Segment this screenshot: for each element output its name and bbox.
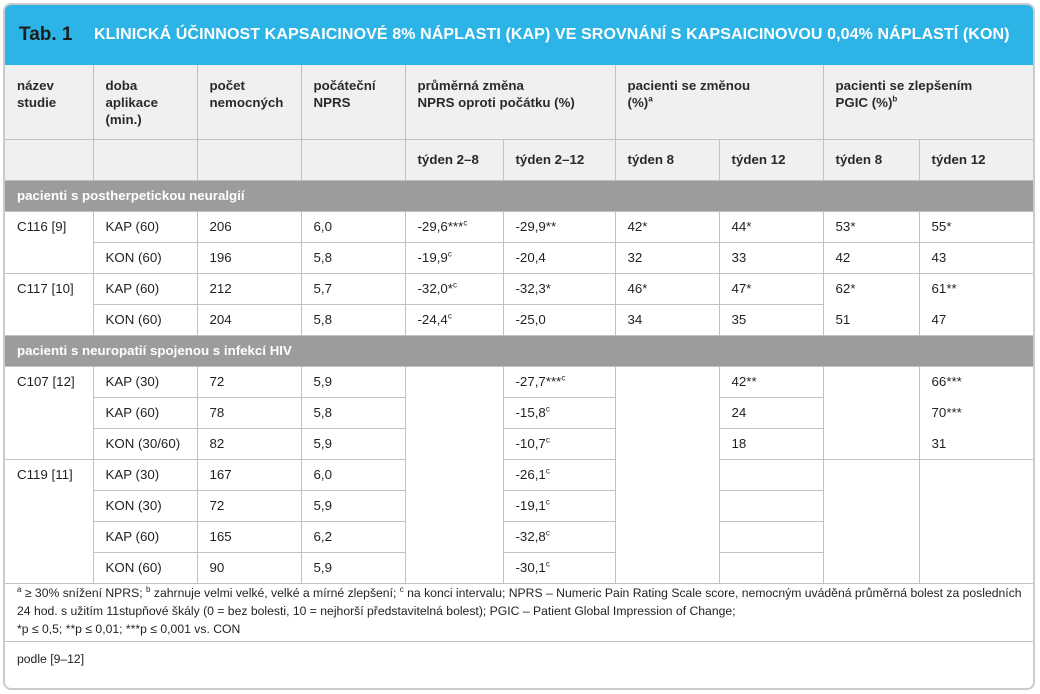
pgic-week-8-cell <box>823 366 919 397</box>
footnotes: $^a$ ≥ 30% snížení NPRS; $^b$ zahrnuje velmi velké, velké a mírné zlepšení; $^c$ na konci intervalu; NPRS – Numeric Pain Rating Scale score, nemocným uváděná průměrná bolest za posledních 24 hod. s užitím 11stupňové škály (0 = bez bolesti, 10 = nejhorší představitelná bolest); PGIC – Patient Global Impression of Change; *p ≤ 0,5; **p ≤ 0,01; ***p ≤ 0,001 vs. CON <box>5 577 1033 642</box>
patients-cell: 82 <box>197 428 301 459</box>
change-week-2-12-cell: -15,8$^c$ <box>503 397 615 428</box>
baseline-nprs-cell: 5,9 <box>301 490 405 521</box>
table-title-bar <box>5 5 1033 65</box>
baseline-nprs-cell: 5,8 <box>301 397 405 428</box>
responders-week-8-cell: 34 <box>615 304 719 335</box>
responders-week-12-cell: 42** <box>719 366 823 397</box>
application-cell: KON (30/60) <box>93 428 197 459</box>
subheader-cell: týden 2–8 <box>405 139 503 180</box>
responders-week-8-cell: 46* <box>615 273 719 304</box>
baseline-nprs-cell: 5,7 <box>301 273 405 304</box>
subheader-cell: týden 12 <box>919 139 1033 180</box>
patients-cell: 204 <box>197 304 301 335</box>
change-week-2-12-cell: -25,0 <box>503 304 615 335</box>
pgic-week-12-cell <box>919 490 1033 521</box>
responders-week-12-cell: 18 <box>719 428 823 459</box>
table-row <box>5 304 1033 335</box>
responders-week-8-cell <box>615 459 719 490</box>
pgic-week-12-cell: 31 <box>919 428 1033 459</box>
subheader-cell: týden 8 <box>615 139 719 180</box>
table-row <box>5 397 1033 428</box>
header-responders: pacienti se změnou (%)$^a$ <box>615 65 823 139</box>
pgic-week-12-cell: 55* <box>919 211 1033 242</box>
pgic-week-8-cell <box>823 490 919 521</box>
study-cell: C119 [11] <box>17 467 73 483</box>
section-header-row <box>5 180 1033 211</box>
change-week-2-12-cell: -19,1$^c$ <box>503 490 615 521</box>
baseline-nprs-cell: 5,9 <box>301 552 405 583</box>
subheader-cell: týden 12 <box>719 139 823 180</box>
study-cell: C107 [12] <box>17 374 75 390</box>
change-week-2-8-cell: -19,9$^c$ <box>405 242 503 273</box>
patients-cell: 206 <box>197 211 301 242</box>
application-cell: KON (60) <box>93 552 197 583</box>
header-row <box>5 65 1033 139</box>
patients-cell: 72 <box>197 490 301 521</box>
pgic-week-8-cell: 51 <box>823 304 919 335</box>
change-week-2-12-cell: -32,8$^c$ <box>503 521 615 552</box>
significance-note: *p ≤ 0,5; **p ≤ 0,01; ***p ≤ 0,001 vs. CON <box>17 622 241 636</box>
header-mean-change: průměrná změna NPRS oproti počátku (%) <box>405 65 615 139</box>
change-week-2-12-cell: -10,7$^c$ <box>503 428 615 459</box>
data-table <box>5 65 1033 584</box>
table-row <box>5 242 1033 273</box>
baseline-nprs-cell: 6,0 <box>301 459 405 490</box>
pgic-week-8-cell <box>823 397 919 428</box>
patients-cell: 72 <box>197 366 301 397</box>
table-row <box>5 490 1033 521</box>
table-row <box>5 459 1033 490</box>
pgic-week-12-cell <box>919 521 1033 552</box>
study-cell: C116 [9] <box>17 219 67 235</box>
patients-cell: 196 <box>197 242 301 273</box>
change-week-2-12-cell: -30,1$^c$ <box>503 552 615 583</box>
application-cell: KAP (60) <box>93 273 197 304</box>
change-week-2-12-cell: -26,1$^c$ <box>503 459 615 490</box>
study-cell <box>5 242 93 273</box>
table-title: KLINICKÁ ÚČINNOST KAPSAICINOVÉ 8% NÁPLASTI (KAP) VE SROVNÁNÍ S KAPSAICINOVOU 0,04% NÁPLASTÍ (KON) <box>94 26 1010 43</box>
application-cell: KAP (60) <box>93 211 197 242</box>
pgic-week-8-cell: 53* <box>823 211 919 242</box>
table-row <box>5 366 1033 397</box>
header-patients: počet nemocných <box>197 65 301 139</box>
baseline-nprs-cell: 6,2 <box>301 521 405 552</box>
application-cell: KAP (60) <box>93 521 197 552</box>
responders-week-12-cell <box>719 459 823 490</box>
patients-cell: 78 <box>197 397 301 428</box>
table-row <box>5 211 1033 242</box>
responders-week-8-cell: 42* <box>615 211 719 242</box>
subheader-row <box>5 139 1033 180</box>
table-number: Tab. 1 <box>19 24 73 45</box>
responders-week-12-cell: 35 <box>719 304 823 335</box>
pgic-week-8-cell: 42 <box>823 242 919 273</box>
pgic-week-8-cell <box>823 428 919 459</box>
pgic-week-8-cell <box>823 521 919 552</box>
change-week-2-12-cell: -20,4 <box>503 242 615 273</box>
responders-week-8-cell <box>615 397 719 428</box>
study-cell <box>5 304 93 335</box>
change-week-2-8-cell <box>405 366 503 397</box>
study-cell <box>5 490 93 521</box>
pgic-week-12-cell: 47 <box>919 304 1033 335</box>
study-cell <box>5 397 93 428</box>
subheader-cell: týden 8 <box>823 139 919 180</box>
table-card <box>3 3 1035 690</box>
responders-week-12-cell: 47* <box>719 273 823 304</box>
responders-week-12-cell <box>719 490 823 521</box>
change-week-2-8-cell <box>405 397 503 428</box>
change-week-2-8-cell: -29,6***$^c$ <box>405 211 503 242</box>
responders-week-8-cell <box>615 521 719 552</box>
change-week-2-12-cell: -29,9** <box>503 211 615 242</box>
responders-week-8-cell <box>615 366 719 397</box>
patients-cell: 90 <box>197 552 301 583</box>
baseline-nprs-cell: 5,8 <box>301 242 405 273</box>
pgic-week-8-cell: 62* <box>823 273 919 304</box>
application-cell: KON (60) <box>93 304 197 335</box>
pgic-week-12-cell: 61** <box>919 273 1033 304</box>
section-header-row <box>5 335 1033 366</box>
application-cell: KAP (30) <box>93 459 197 490</box>
pgic-week-12-cell: 43 <box>919 242 1033 273</box>
responders-week-12-cell: 33 <box>719 242 823 273</box>
responders-week-8-cell <box>615 490 719 521</box>
patients-cell: 167 <box>197 459 301 490</box>
table-row <box>5 273 1033 304</box>
header-pgic: pacienti se zlepšením PGIC (%)$^b$ <box>823 65 1033 139</box>
subheader-cell: týden 2–12 <box>503 139 615 180</box>
change-week-2-12-cell: -32,3* <box>503 273 615 304</box>
section-label: pacienti s neuropatií spojenou s infekcí HIV <box>5 335 1033 366</box>
pgic-week-12-cell <box>919 459 1033 490</box>
change-week-2-8-cell <box>405 521 503 552</box>
responders-week-12-cell <box>719 521 823 552</box>
change-week-2-8-cell: -24,4$^c$ <box>405 304 503 335</box>
change-week-2-8-cell <box>405 490 503 521</box>
header-application: doba aplikace (min.) <box>93 65 197 139</box>
baseline-nprs-cell: 6,0 <box>301 211 405 242</box>
header-baseline-nprs: počáteční NPRS <box>301 65 405 139</box>
responders-week-8-cell <box>615 428 719 459</box>
header-study: název studie <box>5 65 93 139</box>
source-note: podle [9–12] <box>17 652 85 666</box>
pgic-week-12-cell: 70*** <box>919 397 1033 428</box>
change-week-2-8-cell: -32,0*$^c$ <box>405 273 503 304</box>
responders-week-12-cell: 24 <box>719 397 823 428</box>
study-cell <box>5 521 93 552</box>
pgic-week-12-cell: 66*** <box>919 366 1033 397</box>
study-cell <box>5 428 93 459</box>
patients-cell: 165 <box>197 521 301 552</box>
application-cell: KON (60) <box>93 242 197 273</box>
responders-week-8-cell: 32 <box>615 242 719 273</box>
study-cell: C117 [10] <box>17 281 74 297</box>
baseline-nprs-cell: 5,9 <box>301 428 405 459</box>
baseline-nprs-cell: 5,9 <box>301 366 405 397</box>
baseline-nprs-cell: 5,8 <box>301 304 405 335</box>
change-week-2-12-cell: -27,7***$^c$ <box>503 366 615 397</box>
application-cell: KAP (60) <box>93 397 197 428</box>
application-cell: KON (30) <box>93 490 197 521</box>
pgic-week-8-cell <box>823 459 919 490</box>
application-cell: KAP (30) <box>93 366 197 397</box>
table-row <box>5 428 1033 459</box>
table-row <box>5 521 1033 552</box>
change-week-2-8-cell <box>405 459 503 490</box>
responders-week-12-cell: 44* <box>719 211 823 242</box>
change-week-2-8-cell <box>405 428 503 459</box>
section-label: pacienti s postherpetickou neuralgií <box>5 180 1033 211</box>
patients-cell: 212 <box>197 273 301 304</box>
